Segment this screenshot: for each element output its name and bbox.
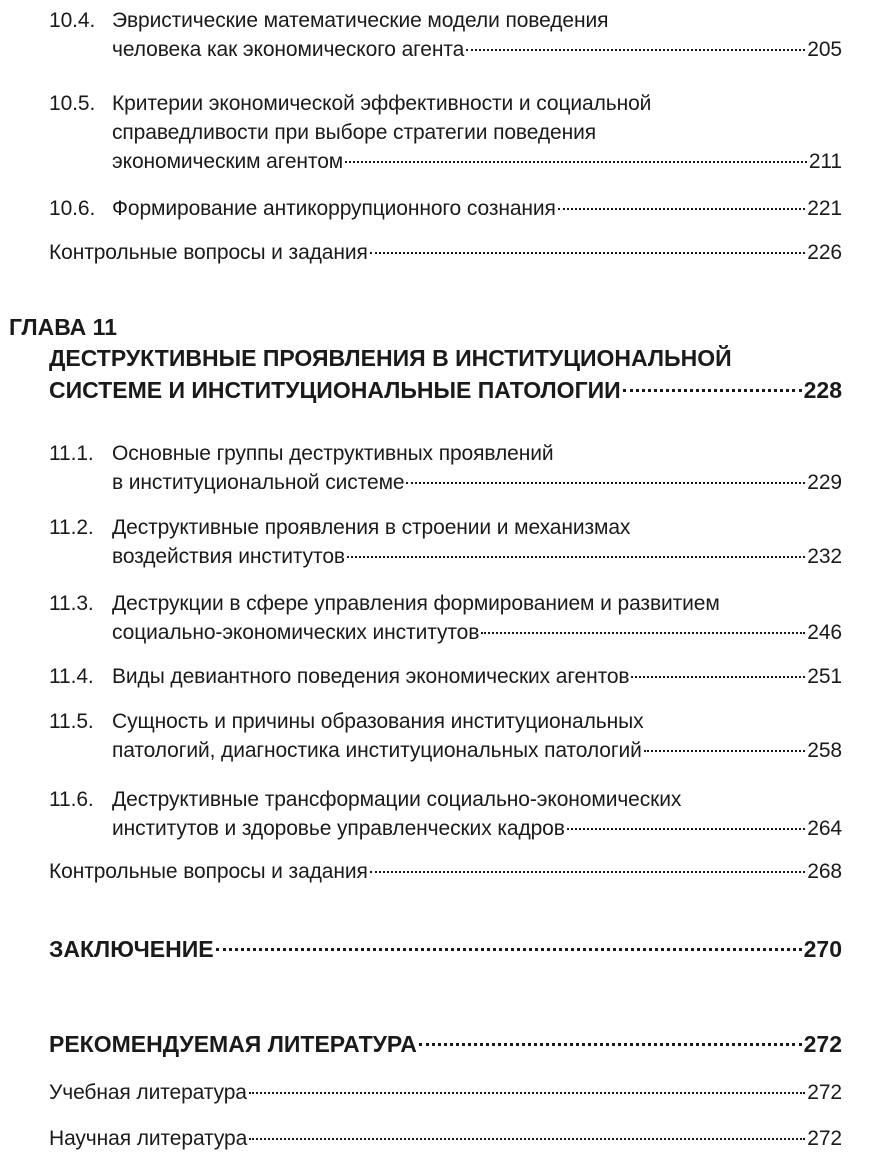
entry-body [49, 1124, 842, 1153]
entry-last-line [112, 35, 842, 64]
page-number: 264 [807, 817, 842, 840]
entry-text: экономическим агентом [112, 150, 344, 173]
entry-last-line [112, 618, 842, 647]
entry-line: Сущность и причины образования институциональных [112, 710, 644, 733]
entry-body [49, 857, 842, 886]
page-number: 221 [807, 197, 842, 220]
entry-text: в институциональной системе [112, 471, 405, 494]
entry-number: 10.4. [49, 9, 96, 32]
entry-last-line [112, 662, 842, 691]
dot-leader [623, 389, 802, 392]
entry-body [112, 439, 842, 497]
entry-number: 11.4. [49, 665, 94, 688]
entry-body [49, 1078, 842, 1107]
dot-leader [249, 1138, 805, 1140]
page-number: 272 [807, 1127, 842, 1150]
entry-last-line [112, 194, 842, 223]
entry-number: 11.6. [49, 788, 94, 811]
page-number: 205 [807, 38, 842, 61]
dot-leader [406, 482, 805, 484]
entry-last-line [49, 1078, 842, 1107]
entry-text: человека как экономического агента [112, 38, 465, 61]
entry-body [112, 194, 842, 223]
entry-line: Деструктивные трансформации социально-экономических [112, 788, 682, 811]
dot-leader [370, 871, 805, 873]
entry-last-line [112, 468, 842, 497]
dot-leader [644, 750, 806, 752]
entry-last-line [112, 147, 842, 176]
dot-leader [419, 1043, 802, 1046]
page-number: 226 [807, 241, 842, 264]
dot-leader [345, 161, 807, 163]
page-number: 272 [803, 1031, 842, 1057]
entry-body [112, 589, 842, 647]
entry-body [112, 707, 842, 765]
entry-last-line [112, 736, 842, 765]
entry-last-line [49, 1029, 842, 1059]
dot-leader [370, 252, 805, 254]
page-number: 251 [807, 665, 842, 688]
dot-leader [567, 828, 805, 830]
entry-number: 10.5. [49, 92, 96, 115]
entry-number: 11.5. [49, 710, 94, 733]
dot-leader [558, 208, 805, 210]
dot-leader [249, 1092, 805, 1094]
entry-text: социально-экономических институтов [112, 621, 480, 644]
toc-chapter-11[interactable] [49, 342, 842, 406]
toc-conclusion[interactable] [49, 934, 842, 964]
page-number: 258 [807, 739, 842, 762]
entry-text: Учебная литература [49, 1081, 247, 1104]
page-number: 272 [807, 1081, 842, 1104]
entry-last-line [112, 542, 842, 571]
entry-text: Формирование антикоррупционного сознания [112, 197, 556, 220]
page-number: 270 [803, 936, 842, 962]
entry-line: справедливости при выборе стратегии поведения [112, 121, 597, 144]
entry-number: 11.2. [49, 516, 94, 539]
entry-body [112, 662, 842, 691]
page-number: 229 [807, 471, 842, 494]
entry-last-line [49, 1124, 842, 1153]
dot-leader [347, 556, 805, 558]
entry-line: Деструкции в сфере управления формированием и развитием [112, 592, 720, 615]
entry-text: воздействия институтов [112, 545, 345, 568]
entry-body [112, 785, 842, 843]
entry-text: Научная литература [49, 1127, 248, 1150]
entry-line: Деструктивные проявления в строении и механизмах [112, 516, 631, 539]
entry-number: 10.6. [49, 197, 96, 220]
toc-literature[interactable] [49, 1029, 842, 1059]
entry-line: Критерии экономической эффективности и социальной [112, 92, 652, 115]
chapter-title-line: ДЕСТРУКТИВНЫЕ ПРОЯВЛЕНИЯ В ИНСТИТУЦИОНАЛЬНОЙ [49, 345, 732, 371]
page-number: 232 [807, 545, 842, 568]
dot-leader [466, 49, 805, 51]
entry-text: Контрольные вопросы и задания [49, 241, 368, 264]
entry-text: институтов и здоровье управленческих кадров [112, 817, 565, 840]
page-number: 228 [803, 377, 842, 403]
entry-text: РЕКОМЕНДУЕМАЯ ЛИТЕРАТУРА [49, 1031, 417, 1057]
page-number: 268 [807, 860, 842, 883]
dot-leader [631, 676, 805, 678]
entry-line: Эвристические математические модели поведения [112, 9, 609, 32]
entry-body [112, 89, 842, 176]
entry-last-line [112, 814, 842, 843]
page-number: 246 [807, 621, 842, 644]
entry-body [112, 513, 842, 571]
entry-body [112, 6, 842, 64]
chapter-label: ГЛАВА 11 [9, 314, 117, 340]
entry-text: Контрольные вопросы и задания [49, 860, 368, 883]
entry-number: 11.3. [49, 592, 94, 615]
entry-text: патологий, диагностика институциональных патологий [112, 739, 642, 762]
chapter-title-text: СИСТЕМЕ И ИНСТИТУЦИОНАЛЬНЫЕ ПАТОЛОГИИ [49, 377, 621, 403]
entry-last-line [49, 857, 842, 886]
entry-last-line [49, 238, 842, 267]
chapter-title-last-line [49, 374, 842, 406]
dot-leader [216, 948, 802, 951]
entry-text: ЗАКЛЮЧЕНИЕ [49, 936, 214, 962]
dot-leader [481, 632, 805, 634]
entry-body [49, 238, 842, 267]
entry-text: Виды девиантного поведения экономических агентов [112, 665, 630, 688]
page-number: 211 [808, 150, 842, 173]
entry-line: Основные группы деструктивных проявлений [112, 442, 554, 465]
entry-number: 11.1. [49, 442, 94, 465]
entry-last-line [49, 934, 842, 964]
